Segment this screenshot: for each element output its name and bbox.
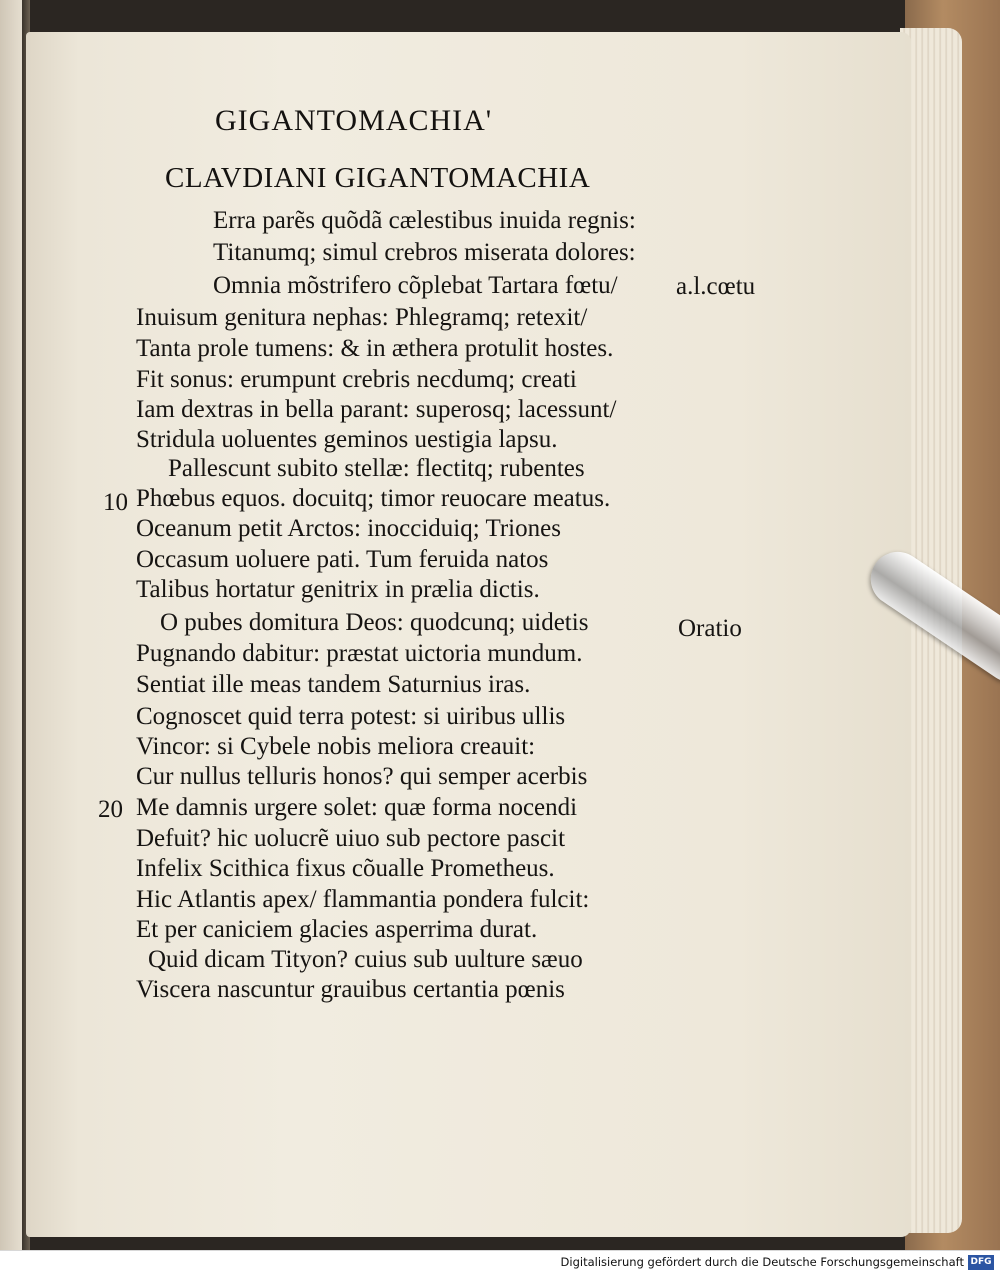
verse-line: Titanumq; simul crebros miserata dolores: [213, 239, 636, 266]
verse-line: Et per caniciem glacies asperrima durat. [136, 916, 538, 943]
verse-line: Hic Atlantis apex/ flammantia pondera fulcit: [136, 886, 590, 913]
running-head: GIGANTOMACHIA' [215, 104, 493, 137]
verse-line: Pallescunt subito stellæ: flectitq; rubentes [168, 455, 585, 482]
verse-line: Iam dextras in bella parant: superosq; lacessunt/ [136, 396, 617, 423]
page-title: CLAVDIANI GIGANTOMACHIA [165, 162, 591, 194]
verse-line: Inuisum genitura nephas: Phlegramq; retexit/ [136, 304, 588, 331]
verse-line: Quid dicam Tityon? cuius sub uulture sæuo [148, 946, 583, 973]
verse-line: Fit sonus: erumpunt crebris necdumq; creati [136, 366, 577, 393]
verse-line: Cognoscet quid terra potest: si uiribus ullis [136, 703, 566, 730]
verse-line: Viscera nascuntur grauibus certantia pœnis [136, 976, 565, 1003]
verse-line: O pubes domitura Deos: quodcunq; uidetis [160, 609, 589, 636]
verse-line: Sentiat ille meas tandem Saturnius iras. [136, 671, 531, 698]
funding-credit: Digitalisierung gefördert durch die Deutsche Forschungsgemeinschaft [560, 1255, 964, 1269]
verse-line: Infelix Scithica fixus cõualle Prometheus. [136, 855, 555, 882]
verse-line: Defuit? hic uolucrẽ uiuo sub pectore pascit [136, 825, 566, 852]
verse-line: Vincor: si Cybele nobis meliora creauit: [136, 733, 536, 760]
verse-line: Omnia mõstrifero cõplebat Tartara fœtu/ [213, 272, 618, 299]
dfg-logo: DFG [968, 1255, 994, 1270]
verse-line: Occasum uoluere pati. Tum feruida natos [136, 546, 549, 573]
line-number: 10 [103, 489, 128, 516]
margin-note: Oratio [678, 615, 742, 642]
verse-line: Talibus hortatur genitrix in prælia dictis. [136, 576, 540, 603]
footer-bar [0, 1250, 1000, 1275]
line-number: 20 [98, 796, 123, 823]
verse-line: Stridula uoluentes geminos uestigia lapsu. [136, 426, 558, 453]
verse-line: Tanta prole tumens: & in æthera protulit hostes. [136, 335, 614, 362]
verse-line: Phœbus equos. docuitq; timor reuocare meatus. [136, 485, 611, 512]
verse-line: Erra parẽs quõdã cælestibus inuida regnis: [213, 207, 636, 234]
verse-line: Oceanum petit Arctos: inocciduiq; Triones [136, 515, 561, 542]
verse-line: Pugnando dabitur: præstat uictoria mundum. [136, 640, 583, 667]
verse-line: Cur nullus telluris honos? qui semper acerbis [136, 763, 588, 790]
margin-note: a.l.cœtu [676, 273, 756, 300]
verse-line: Me damnis urgere solet: quæ forma nocendi [136, 794, 578, 821]
